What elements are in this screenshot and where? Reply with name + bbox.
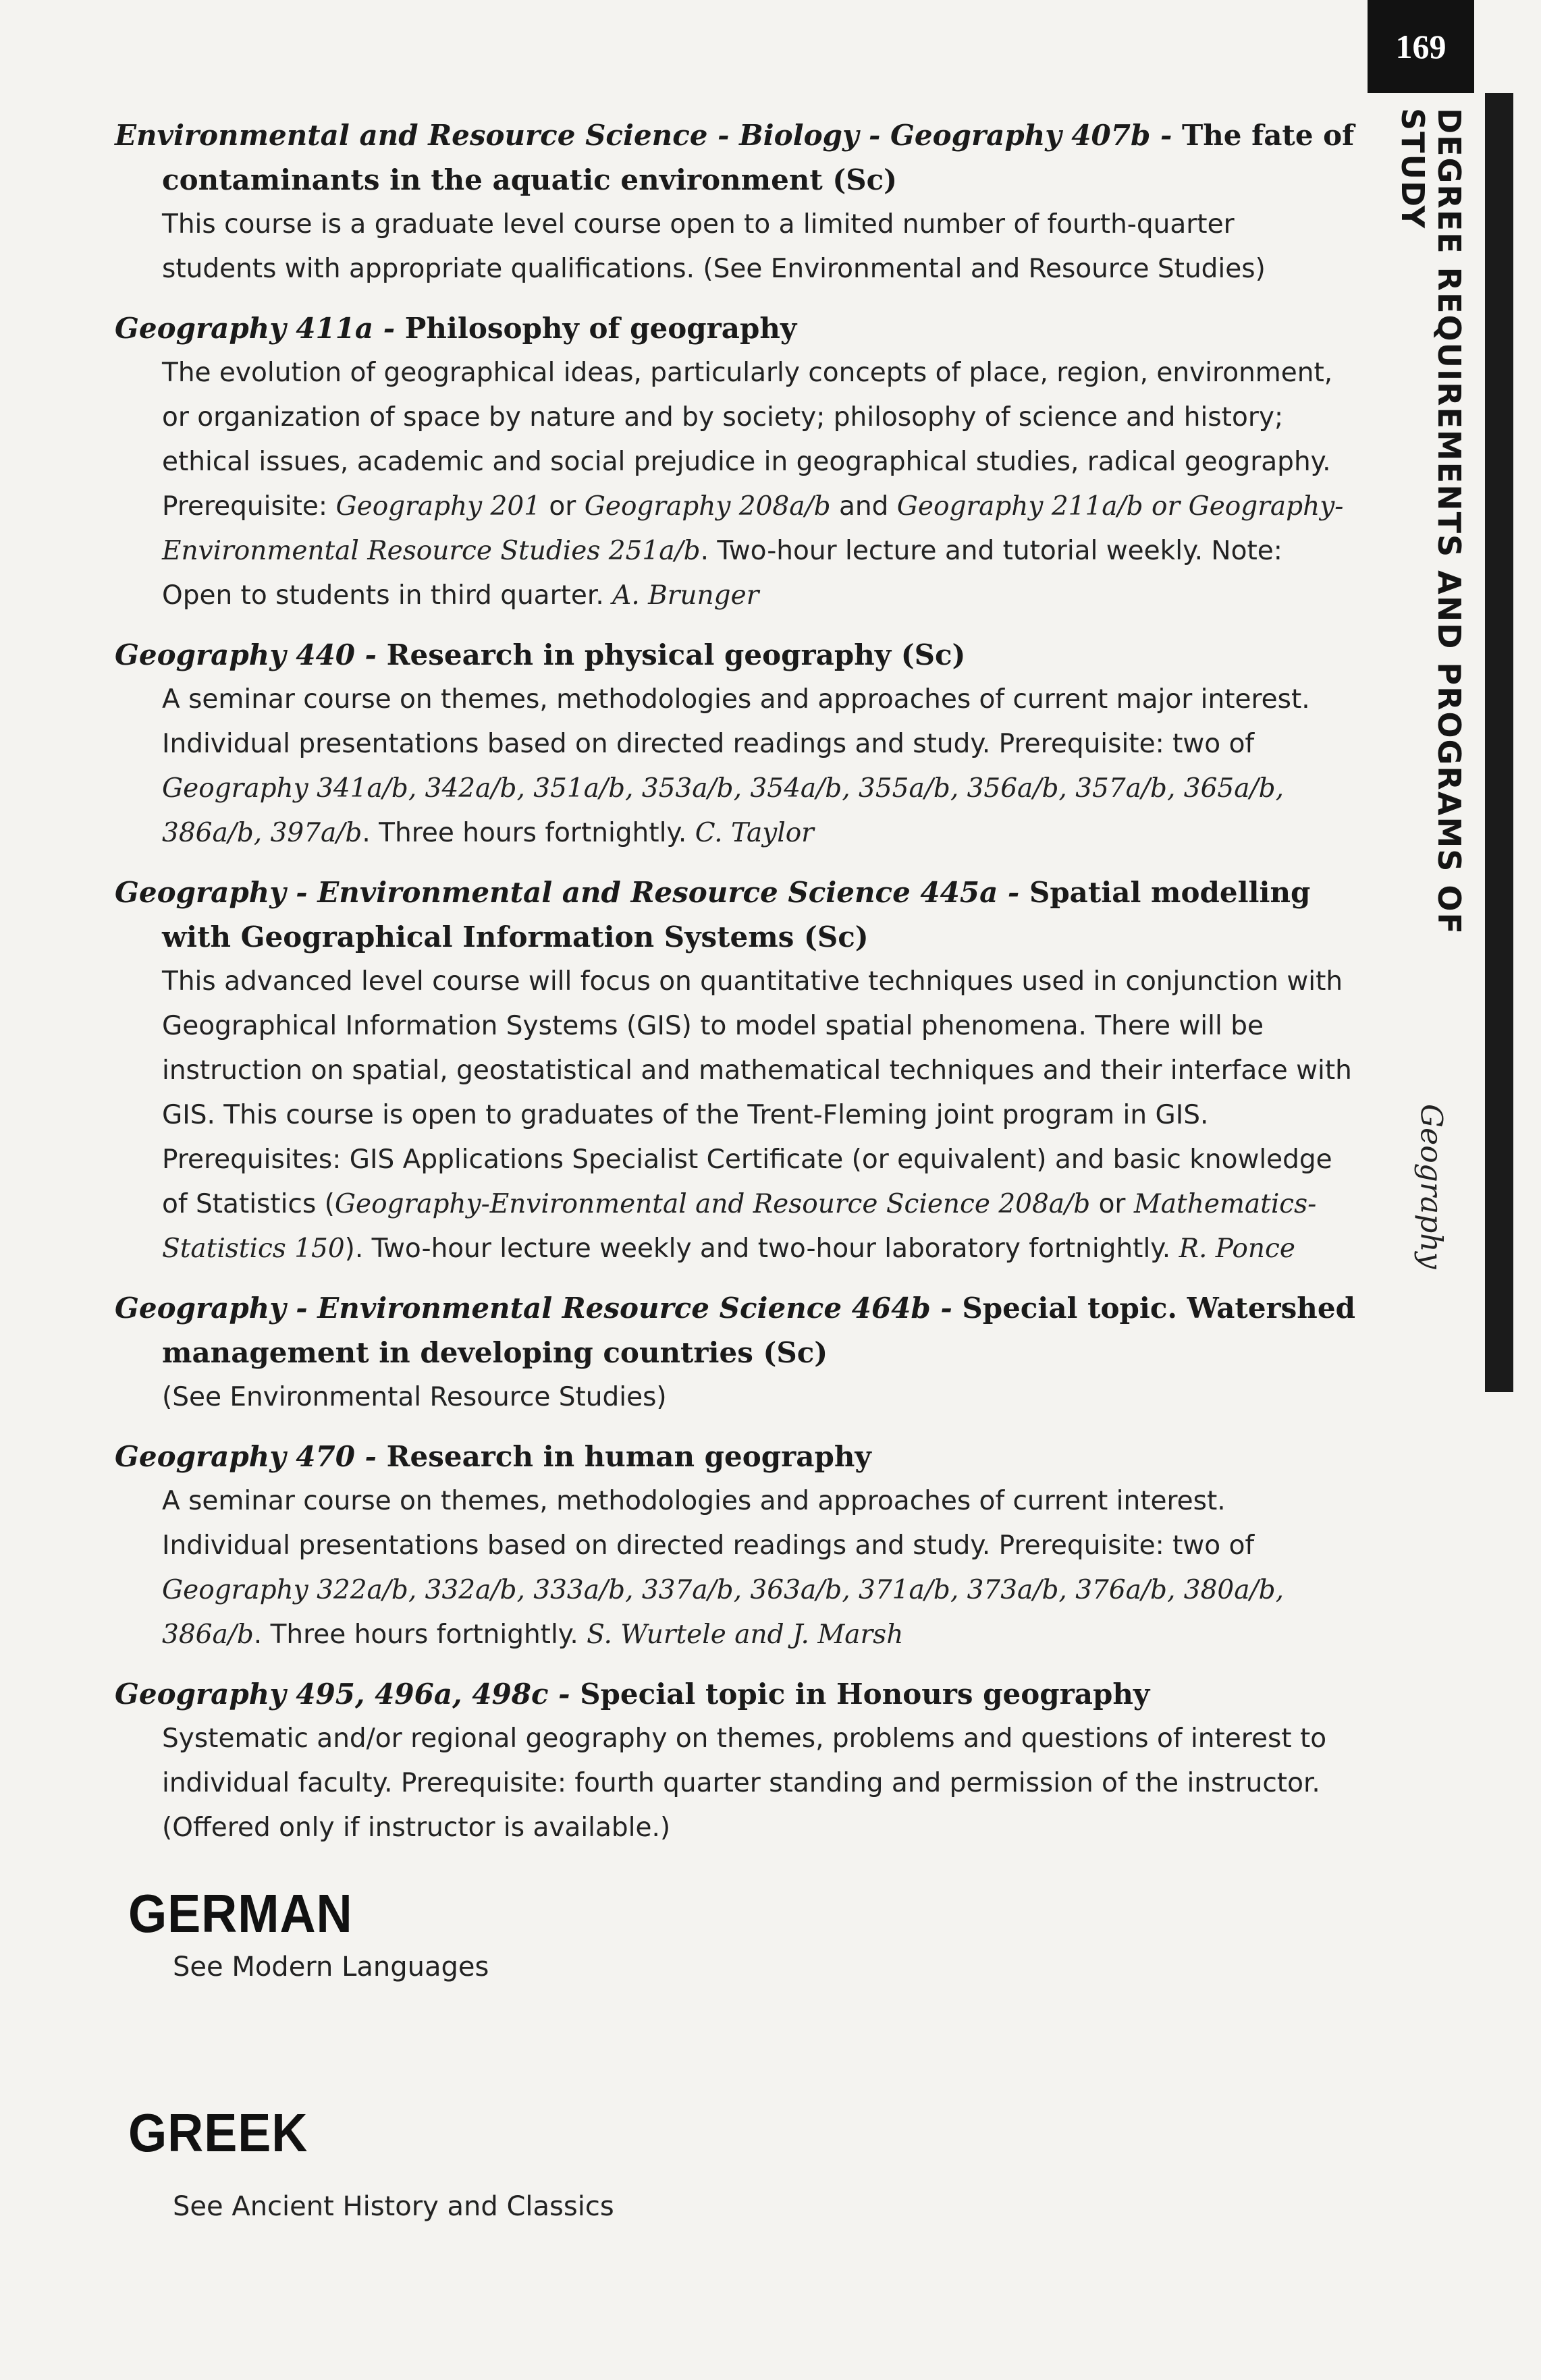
course-entry	[115, 1435, 1357, 1657]
course-reference: Mathematics-Statistics 150	[162, 1189, 1317, 1264]
course-code: Geography 495, 496a, 498c -	[115, 1678, 570, 1711]
course-heading	[115, 633, 1357, 677]
department-german	[128, 1883, 489, 1983]
course-title: Philosophy of geography	[395, 312, 797, 345]
side-tab-bar	[1485, 93, 1513, 1392]
side-header-main: DEGREE REQUIREMENTS AND PROGRAMS OF STUDY	[1395, 108, 1467, 935]
course-reference: Geography 201	[335, 491, 541, 522]
course-description: A seminar course on themes, methodologies and approaches of current interest. Individual presentations based on directed readings and study. Prerequisite: two of Geography 322a/b, 332a/b, 333a/b, 337a/b, 363a/b, 371a/b, 373a/b, 376a/b, 380a/b, 386a/b. Three hours fortnightly. S. Wurtele and J. Marsh	[162, 1486, 1284, 1650]
course-heading	[115, 306, 1357, 351]
course-entry	[115, 113, 1357, 292]
course-entry	[115, 1672, 1357, 1850]
course-title: Spatial modelling with Geographical Information Systems (Sc)	[162, 876, 1311, 953]
course-title: Research in human geography	[376, 1440, 871, 1473]
course-reference: Geography-Environmental and Resource Science 208a/b	[334, 1189, 1091, 1219]
course-reference: C. Taylor	[695, 818, 814, 848]
course-title: The fate of contaminants in the aquatic environment (Sc)	[162, 119, 1355, 196]
department-see-also: See Ancient History and Classics	[173, 2191, 614, 2222]
course-heading	[115, 113, 1357, 202]
course-code: Geography 411a -	[115, 312, 396, 345]
course-entry	[115, 306, 1357, 618]
course-entry	[115, 633, 1357, 856]
course-code: Geography - Environmental Resource Science 464b -	[115, 1292, 952, 1325]
course-heading	[115, 1435, 1357, 1479]
course-description: Systematic and/or regional geography on themes, problems and questions of interest to individual faculty. Prerequisite: fourth quarter standing and permission of the instructor. (Offered only if instructor is available.)	[162, 1723, 1327, 1843]
course-reference: Geography 322a/b, 332a/b, 333a/b, 337a/b, 363a/b, 371a/b, 373a/b, 376a/b, 380a/b, 386a/b	[162, 1575, 1284, 1650]
course-reference: S. Wurtele and J. Marsh	[587, 1620, 904, 1650]
course-code: Geography 470 -	[115, 1440, 377, 1473]
department-see-also: See Modern Languages	[173, 1952, 489, 1983]
course-title: Special topic. Watershed management in developing countries (Sc)	[162, 1292, 1355, 1369]
course-title: Special topic in Honours geography	[570, 1678, 1150, 1711]
course-description: A seminar course on themes, methodologies and approaches of current major interest. Individual presentations based on directed readings and study. Prerequisite: two of Geography 341a/b, 342a/b, 351a/b, 353a/b, 354a/b, 355a/b, 356a/b, 357a/b, 365a/b, 386a/b, 397a/b. Three hours fortnightly. C. Taylor	[162, 684, 1310, 848]
course-code: Geography - Environmental and Resource Science 445a -	[115, 876, 1020, 909]
course-entry	[115, 870, 1357, 1271]
course-entry	[115, 1286, 1357, 1420]
course-reference: Geography 208a/b	[584, 491, 831, 522]
course-heading	[115, 870, 1357, 960]
course-list	[115, 113, 1357, 1865]
course-description: This course is a graduate level course open to a limited number of fourth-quarter students with appropriate qualifications. (See Environmental and Resource Studies)	[162, 209, 1266, 284]
course-heading	[115, 1672, 1357, 1717]
course-reference: Geography 211a/b or Geography-Environmental Resource Studies 251a/b	[162, 491, 1344, 566]
department-heading: GREEK	[128, 2103, 308, 2163]
course-reference: Geography 341a/b, 342a/b, 351a/b, 353a/b, 354a/b, 355a/b, 356a/b, 357a/b, 365a/b, 386a/b, 397a/b	[162, 773, 1284, 848]
course-heading	[115, 1286, 1357, 1375]
side-header	[1390, 108, 1471, 1269]
course-reference: A. Brunger	[612, 580, 759, 611]
page-number: 169	[1368, 0, 1474, 93]
course-code: Environmental and Resource Science - Biology - Geography 407b -	[115, 119, 1172, 152]
course-code: Geography 440 -	[115, 638, 377, 671]
department-greek	[128, 2102, 614, 2222]
course-description: This advanced level course will focus on quantitative techniques used in conjunction with Geographical Information Systems (GIS) to model spatial phenomena. There will be instruction on spatial, geostatistical and mathematical techniques and their interface with GIS. This course is open to graduates of the Trent-Fleming joint program in GIS. Prerequisites: GIS Applications Specialist Certificate (or equivalent) and basic knowledge of Statistics (Geography-Environmental and Resource Science 208a/b or Mathematics-Statistics 150). Two-hour lecture weekly and two-hour laboratory fortnightly. R. Ponce	[162, 966, 1352, 1264]
course-description: (See Environmental Resource Studies)	[162, 1382, 667, 1412]
side-header-sub: Geography	[1413, 1103, 1449, 1269]
course-title: Research in physical geography (Sc)	[376, 638, 966, 671]
course-reference: R. Ponce	[1179, 1234, 1295, 1264]
course-description: The evolution of geographical ideas, particularly concepts of place, region, environment, or organization of space by nature and by society; philosophy of science and history; ethical issues, academic and social prejudice in geographical studies, radical geography. Prerequisite: Geography 201 or Geography 208a/b and Geography 211a/b or Geography-Environmental Resource Studies 251a/b. Two-hour lecture and tutorial weekly. Note: Open to students in third quarter. A. Brunger	[162, 358, 1344, 611]
department-heading: GERMAN	[128, 1883, 353, 1943]
